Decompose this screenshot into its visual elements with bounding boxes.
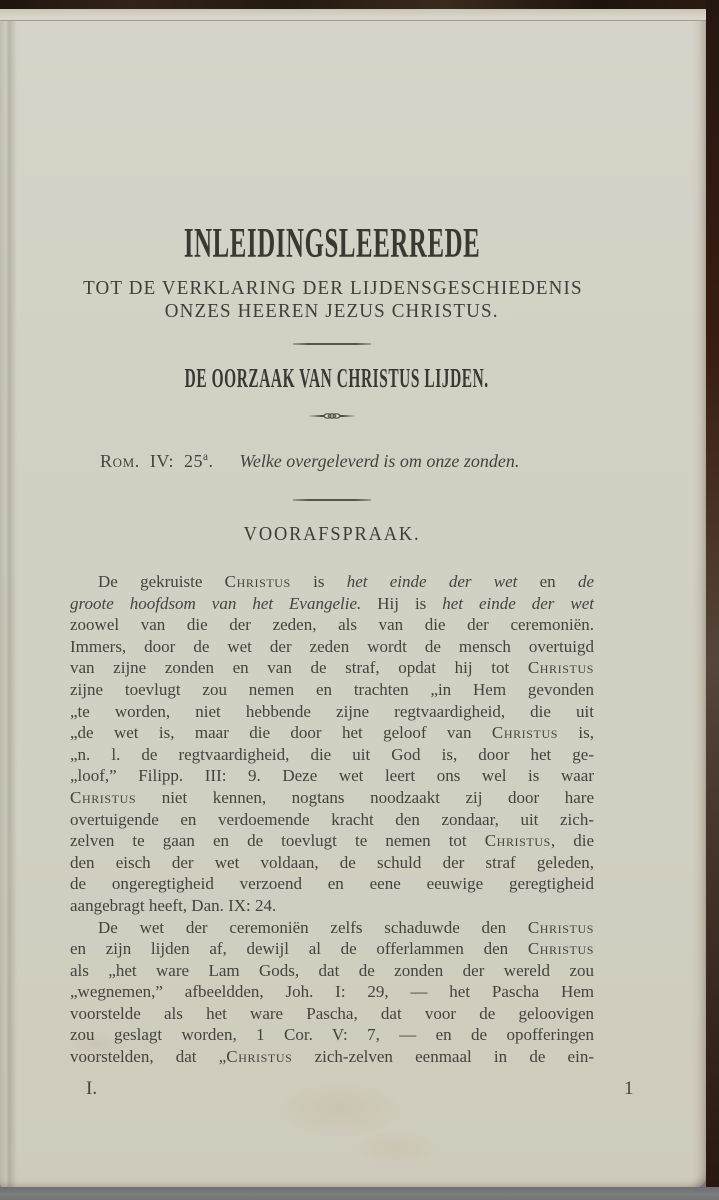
text-line <box>70 722 594 744</box>
text-run: , die <box>550 831 594 851</box>
book-right-edge <box>706 0 719 1200</box>
chapter-heading: DE OORZAAK VAN CHRISTUS LIJDEN. <box>184 363 489 393</box>
text-run: den eisch der wet voldaan, de schuld der straf geleden, <box>70 852 594 872</box>
divider-rule <box>293 343 371 345</box>
subtitle-line-2-row <box>70 296 594 327</box>
text-line <box>70 744 594 766</box>
footer-signature-mark: I. <box>86 1078 98 1099</box>
scripture-quote: Welke overgeleverd is om onze zonden. <box>239 451 520 471</box>
text-run: Christus <box>527 939 594 959</box>
section-heading: VOORAFSPRAAK. <box>243 523 421 545</box>
text-run: IV: 25 <box>139 451 204 471</box>
text-line <box>70 917 594 939</box>
text-run: zou geslagt worden, 1 Cor. V: 7, — en de opofferingen <box>70 1025 594 1045</box>
page-content <box>70 205 594 1068</box>
text-run: overtuigende en verdoemende kracht den zondaar, uit zich- <box>70 809 594 829</box>
text-run: is <box>290 572 347 591</box>
text-run: en <box>517 572 578 591</box>
text-line <box>70 981 594 1003</box>
text-run: Christus <box>491 723 559 743</box>
text-run: De gekruiste <box>98 572 225 591</box>
text-run: Immers, door de wet der zeden wordt de mensch overtuigd <box>70 636 594 656</box>
text-run: zijne toevlugt zou nemen en trachten „in Hem gevonden <box>70 679 594 699</box>
page-title-row <box>70 219 594 265</box>
text-run: groote hoofdsom van het Evangelie. <box>70 593 362 613</box>
text-run: a <box>203 451 209 463</box>
text-line <box>70 809 594 831</box>
text-run: „wegnemen,” afbeeldden, Joh. I: 29, — het Pascha Hem <box>70 982 594 1002</box>
scripture-line <box>70 449 594 473</box>
book-top-edge <box>0 0 719 9</box>
text-line <box>70 679 594 701</box>
text-run: niet kennen, nogtans noodzaakt zij door hare <box>136 787 594 807</box>
page-title: INLEIDINGSLEERREDE <box>183 219 481 267</box>
text-run: voorstelde als het ware Pascha, dat voor de geloovigen <box>70 1003 594 1023</box>
text-run: De wet der ceremoniën zelfs schaduwde den <box>98 917 528 937</box>
text-run: zoowel van die der zeden, als van die der ceremoniën. <box>70 615 594 635</box>
text-run: de ongeregtigheid verzoend en eene eeuwige geregtigheid <box>70 874 594 894</box>
scripture-reference <box>100 451 213 471</box>
text-line <box>70 1003 594 1025</box>
text-line <box>70 830 594 852</box>
text-line <box>70 873 594 895</box>
text-run: Christus <box>224 572 291 591</box>
text-run: is, <box>558 723 595 743</box>
paragraph <box>70 571 594 917</box>
text-run: het einde der wet <box>346 572 518 591</box>
text-run: als „het ware Lam Gods, dat de zonden der wereld zou <box>70 960 594 980</box>
subtitle-line-1: TOT DE VERKLARING DER LIJDENSGESCHIEDENIS <box>83 277 583 299</box>
text-run: . <box>208 451 214 471</box>
text-line <box>70 614 594 636</box>
text-line <box>70 787 594 809</box>
text-run: „de wet is, maar die door het geloof van <box>70 723 492 743</box>
text-line <box>70 960 594 982</box>
table-surface <box>0 1187 719 1200</box>
text-line <box>70 852 594 874</box>
text-run: Rom. <box>100 451 140 471</box>
text-run: „loof,” Filipp. III: 9. Deze wet leert ons wel is waar <box>70 766 594 786</box>
body-text <box>70 571 594 1068</box>
text-line <box>70 938 594 960</box>
text-run: zelven te gaan en de toevlugt te nemen tot <box>70 831 485 851</box>
text-line <box>70 657 594 679</box>
text-line <box>70 571 594 593</box>
divider-rule <box>293 499 371 501</box>
text-run: Christus <box>484 831 551 851</box>
text-line <box>70 1046 594 1068</box>
text-run: voorstelden, dat „ <box>70 1047 227 1067</box>
text-run: „n. l. de regtvaardigheid, die uit God is, door het ge- <box>70 744 594 764</box>
footer-page-number: 1 <box>624 1078 634 1099</box>
text-run: Christus <box>226 1047 293 1067</box>
text-run: het einde der wet <box>442 593 595 613</box>
text-line <box>70 895 594 917</box>
text-line <box>70 636 594 658</box>
text-run: Christus <box>527 917 594 937</box>
ornament-row <box>70 411 594 423</box>
subtitle-line-2: ONZES HEEREN JEZUS CHRISTUS. <box>165 300 499 322</box>
text-line <box>70 1024 594 1046</box>
text-run: Hij is <box>361 593 443 613</box>
text-line <box>70 701 594 723</box>
paragraph <box>70 917 594 1068</box>
text-line <box>70 765 594 787</box>
text-run: van zijne zonden en van de straf, opdat hij tot <box>70 658 528 678</box>
text-run: de <box>577 572 594 591</box>
chapter-heading-row <box>70 363 594 393</box>
text-run: Christus <box>527 658 594 678</box>
text-run: „te worden, niet hebbende zijne regtvaardigheid, die uit <box>70 701 594 721</box>
subtitle-line-1-row <box>70 277 594 299</box>
section-heading-row <box>70 521 594 547</box>
text-run: Christus <box>70 787 137 807</box>
text-run: aangebragt heeft, Dan. IX: 24. <box>70 895 277 915</box>
text-line <box>70 593 594 615</box>
text-run: zich-zelven eenmaal in de ein- <box>292 1047 594 1067</box>
ornament-icon <box>308 411 356 421</box>
book-page <box>0 9 707 1188</box>
text-run: en zijn lijden af, dewijl al de offerlammen den <box>70 939 528 959</box>
